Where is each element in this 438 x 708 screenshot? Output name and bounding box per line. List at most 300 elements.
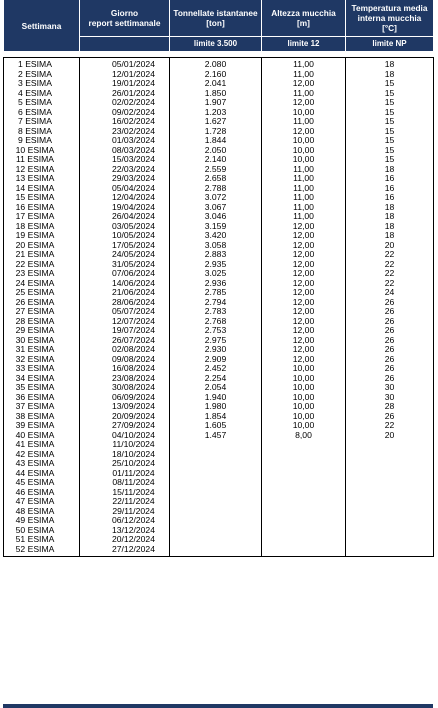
cell-altezza: 12,00 — [262, 307, 346, 317]
cell-temperatura: 15 — [346, 127, 434, 137]
cell-altezza: 10,00 — [262, 374, 346, 384]
limit-tonnellate: limite 3.500 — [170, 37, 262, 52]
cell-giorno: 09/02/2024 — [80, 108, 170, 118]
cell-giorno: 31/05/2024 — [80, 260, 170, 270]
cell-tonnellate: 1.940 — [170, 393, 262, 403]
cell-temperatura: 15 — [346, 136, 434, 146]
cell-temperatura — [346, 526, 434, 536]
cell-tonnellate: 2.050 — [170, 146, 262, 156]
cell-temperatura: 26 — [346, 336, 434, 346]
cell-temperatura: 15 — [346, 89, 434, 99]
cell-temperatura — [346, 488, 434, 498]
cell-giorno: 05/04/2024 — [80, 184, 170, 194]
cell-temperatura — [346, 545, 434, 557]
cell-temperatura: 24 — [346, 288, 434, 298]
cell-giorno: 20/09/2024 — [80, 412, 170, 422]
cell-tonnellate — [170, 497, 262, 507]
cell-tonnellate: 2.936 — [170, 279, 262, 289]
table-row — [4, 269, 434, 279]
cell-settimana: 30 ESIMA — [4, 336, 80, 346]
cell-temperatura: 26 — [346, 298, 434, 308]
cell-temperatura: 26 — [346, 307, 434, 317]
table-row — [4, 450, 434, 460]
cell-giorno: 16/08/2024 — [80, 364, 170, 374]
cell-giorno: 26/04/2024 — [80, 212, 170, 222]
table-row — [4, 250, 434, 260]
cell-tonnellate: 3.420 — [170, 231, 262, 241]
cell-temperatura: 18 — [346, 231, 434, 241]
cell-altezza: 10,00 — [262, 136, 346, 146]
cell-altezza: 11,00 — [262, 203, 346, 213]
cell-settimana: 27 ESIMA — [4, 307, 80, 317]
cell-giorno: 04/10/2024 — [80, 431, 170, 441]
cell-settimana: 52 ESIMA — [4, 545, 80, 557]
cell-temperatura: 30 — [346, 383, 434, 393]
cell-settimana: 36 ESIMA — [4, 393, 80, 403]
table-row — [4, 516, 434, 526]
cell-giorno: 22/03/2024 — [80, 165, 170, 175]
cell-altezza — [262, 478, 346, 488]
cell-tonnellate — [170, 450, 262, 460]
cell-temperatura: 18 — [346, 165, 434, 175]
cell-altezza: 12,00 — [262, 231, 346, 241]
cell-altezza: 12,00 — [262, 298, 346, 308]
limit-temperatura: limite NP — [346, 37, 434, 52]
header-giorno: Giorno report settimanale — [80, 0, 170, 37]
cell-altezza: 11,00 — [262, 58, 346, 70]
table-row — [4, 374, 434, 384]
cell-settimana: 26 ESIMA — [4, 298, 80, 308]
cell-settimana: 32 ESIMA — [4, 355, 80, 365]
cell-altezza — [262, 469, 346, 479]
table-row — [4, 336, 434, 346]
table-row — [4, 355, 434, 365]
cell-temperatura: 18 — [346, 212, 434, 222]
cell-settimana: 47 ESIMA — [4, 497, 80, 507]
cell-temperatura — [346, 469, 434, 479]
cell-temperatura — [346, 459, 434, 469]
header-altezza: Altezza mucchia [m] — [262, 0, 346, 37]
cell-altezza: 11,00 — [262, 174, 346, 184]
cell-giorno: 13/09/2024 — [80, 402, 170, 412]
cell-settimana: 2 ESIMA — [4, 70, 80, 80]
cell-settimana: 16 ESIMA — [4, 203, 80, 213]
cell-settimana: 15 ESIMA — [4, 193, 80, 203]
cell-altezza: 12,00 — [262, 241, 346, 251]
cell-settimana: 13 ESIMA — [4, 174, 80, 184]
table-row — [4, 507, 434, 517]
cell-giorno: 27/09/2024 — [80, 421, 170, 431]
cell-giorno: 28/06/2024 — [80, 298, 170, 308]
cell-giorno: 19/01/2024 — [80, 79, 170, 89]
cell-altezza — [262, 497, 346, 507]
cell-tonnellate: 2.909 — [170, 355, 262, 365]
cell-altezza: 12,00 — [262, 127, 346, 137]
cell-tonnellate: 2.788 — [170, 184, 262, 194]
table-row — [4, 203, 434, 213]
cell-tonnellate: 1.728 — [170, 127, 262, 137]
cell-giorno: 30/08/2024 — [80, 383, 170, 393]
table-row — [4, 155, 434, 165]
cell-temperatura: 28 — [346, 402, 434, 412]
cell-tonnellate — [170, 545, 262, 557]
cell-settimana: 17 ESIMA — [4, 212, 80, 222]
cell-giorno: 16/02/2024 — [80, 117, 170, 127]
table-row — [4, 79, 434, 89]
cell-settimana: 31 ESIMA — [4, 345, 80, 355]
cell-settimana: 7 ESIMA — [4, 117, 80, 127]
table-row — [4, 345, 434, 355]
cell-temperatura: 18 — [346, 58, 434, 70]
cell-giorno: 03/05/2024 — [80, 222, 170, 232]
cell-temperatura: 15 — [346, 79, 434, 89]
cell-tonnellate — [170, 516, 262, 526]
cell-altezza: 10,00 — [262, 383, 346, 393]
table-row — [4, 412, 434, 422]
table-row — [4, 89, 434, 99]
cell-tonnellate — [170, 459, 262, 469]
cell-settimana: 48 ESIMA — [4, 507, 80, 517]
cell-settimana: 37 ESIMA — [4, 402, 80, 412]
cell-tonnellate: 2.041 — [170, 79, 262, 89]
limit-altezza: limite 12 — [262, 37, 346, 52]
cell-tonnellate: 1.980 — [170, 402, 262, 412]
cell-temperatura: 15 — [346, 155, 434, 165]
cell-altezza: 12,00 — [262, 345, 346, 355]
header-temperatura: Temperatura media interna mucchia [°C] — [346, 0, 434, 37]
cell-tonnellate: 2.785 — [170, 288, 262, 298]
cell-giorno: 24/05/2024 — [80, 250, 170, 260]
cell-tonnellate — [170, 488, 262, 498]
table-row — [4, 146, 434, 156]
cell-tonnellate: 1.627 — [170, 117, 262, 127]
cell-altezza: 12,00 — [262, 355, 346, 365]
cell-temperatura: 22 — [346, 421, 434, 431]
table-row — [4, 459, 434, 469]
cell-tonnellate: 2.935 — [170, 260, 262, 270]
report-sheet — [3, 0, 433, 557]
table-row — [4, 469, 434, 479]
table-row — [4, 535, 434, 545]
cell-giorno: 26/07/2024 — [80, 336, 170, 346]
cell-tonnellate: 1.605 — [170, 421, 262, 431]
cell-temperatura: 26 — [346, 364, 434, 374]
cell-temperatura: 20 — [346, 431, 434, 441]
cell-tonnellate: 3.046 — [170, 212, 262, 222]
cell-settimana: 28 ESIMA — [4, 317, 80, 327]
cell-settimana: 49 ESIMA — [4, 516, 80, 526]
cell-tonnellate: 2.930 — [170, 345, 262, 355]
cell-temperatura — [346, 516, 434, 526]
cell-temperatura: 22 — [346, 269, 434, 279]
table-row — [4, 279, 434, 289]
header-settimana: Settimana — [4, 0, 80, 51]
table-row — [4, 98, 434, 108]
cell-temperatura — [346, 507, 434, 517]
table-row — [4, 231, 434, 241]
cell-tonnellate: 1.457 — [170, 431, 262, 441]
cell-temperatura: 15 — [346, 108, 434, 118]
cell-tonnellate — [170, 507, 262, 517]
cell-settimana: 18 ESIMA — [4, 222, 80, 232]
table-row — [4, 526, 434, 536]
table-row — [4, 497, 434, 507]
cell-altezza — [262, 526, 346, 536]
cell-giorno: 26/01/2024 — [80, 89, 170, 99]
cell-tonnellate: 3.072 — [170, 193, 262, 203]
cell-settimana: 50 ESIMA — [4, 526, 80, 536]
cell-temperatura: 16 — [346, 174, 434, 184]
cell-settimana: 8 ESIMA — [4, 127, 80, 137]
cell-temperatura: 18 — [346, 222, 434, 232]
cell-temperatura — [346, 478, 434, 488]
cell-altezza: 10,00 — [262, 412, 346, 422]
table-row — [4, 288, 434, 298]
table-row — [4, 184, 434, 194]
cell-giorno: 06/09/2024 — [80, 393, 170, 403]
cell-altezza — [262, 450, 346, 460]
table-row — [4, 117, 434, 127]
cell-giorno: 23/02/2024 — [80, 127, 170, 137]
table-row — [4, 545, 434, 557]
cell-altezza: 10,00 — [262, 108, 346, 118]
table-row — [4, 127, 434, 137]
cell-giorno: 15/03/2024 — [80, 155, 170, 165]
cell-altezza: 12,00 — [262, 336, 346, 346]
cell-tonnellate: 2.160 — [170, 70, 262, 80]
cell-tonnellate: 1.850 — [170, 89, 262, 99]
cell-settimana: 10 ESIMA — [4, 146, 80, 156]
cell-temperatura: 20 — [346, 241, 434, 251]
cell-giorno: 06/12/2024 — [80, 516, 170, 526]
cell-temperatura: 26 — [346, 412, 434, 422]
table-row — [4, 364, 434, 374]
cell-altezza: 12,00 — [262, 250, 346, 260]
cell-temperatura: 30 — [346, 393, 434, 403]
cell-giorno: 05/01/2024 — [80, 58, 170, 70]
cell-giorno: 01/11/2024 — [80, 469, 170, 479]
cell-tonnellate — [170, 478, 262, 488]
header-giorno-limit-blank — [80, 37, 170, 52]
cell-giorno: 18/10/2024 — [80, 450, 170, 460]
cell-tonnellate: 1.907 — [170, 98, 262, 108]
cell-temperatura: 26 — [346, 317, 434, 327]
cell-tonnellate: 2.658 — [170, 174, 262, 184]
cell-altezza — [262, 459, 346, 469]
cell-tonnellate: 1.203 — [170, 108, 262, 118]
cell-altezza: 12,00 — [262, 269, 346, 279]
cell-giorno: 02/08/2024 — [80, 345, 170, 355]
cell-tonnellate: 2.783 — [170, 307, 262, 317]
bottom-bar — [3, 704, 433, 708]
cell-giorno: 15/11/2024 — [80, 488, 170, 498]
cell-altezza: 12,00 — [262, 98, 346, 108]
cell-giorno: 01/03/2024 — [80, 136, 170, 146]
table-body — [4, 58, 434, 557]
cell-altezza: 10,00 — [262, 402, 346, 412]
cell-temperatura: 26 — [346, 326, 434, 336]
cell-settimana: 9 ESIMA — [4, 136, 80, 146]
cell-tonnellate: 3.025 — [170, 269, 262, 279]
table-row — [4, 174, 434, 184]
table-row — [4, 307, 434, 317]
table-row — [4, 326, 434, 336]
cell-altezza — [262, 440, 346, 450]
cell-temperatura: 18 — [346, 70, 434, 80]
cell-settimana: 19 ESIMA — [4, 231, 80, 241]
cell-giorno: 27/12/2024 — [80, 545, 170, 557]
cell-giorno: 23/08/2024 — [80, 374, 170, 384]
cell-giorno: 17/05/2024 — [80, 241, 170, 251]
cell-altezza: 11,00 — [262, 165, 346, 175]
cell-settimana: 35 ESIMA — [4, 383, 80, 393]
table-row — [4, 317, 434, 327]
cell-tonnellate: 3.159 — [170, 222, 262, 232]
cell-giorno: 14/06/2024 — [80, 279, 170, 289]
cell-tonnellate — [170, 440, 262, 450]
cell-altezza: 11,00 — [262, 193, 346, 203]
cell-altezza: 11,00 — [262, 117, 346, 127]
cell-altezza — [262, 535, 346, 545]
cell-giorno: 29/03/2024 — [80, 174, 170, 184]
cell-temperatura: 22 — [346, 260, 434, 270]
cell-settimana: 14 ESIMA — [4, 184, 80, 194]
cell-giorno: 08/03/2024 — [80, 146, 170, 156]
cell-altezza: 10,00 — [262, 364, 346, 374]
cell-giorno: 29/11/2024 — [80, 507, 170, 517]
cell-giorno: 05/07/2024 — [80, 307, 170, 317]
cell-temperatura: 18 — [346, 203, 434, 213]
header-tonnellate: Tonnellate istantanee [ton] — [170, 0, 262, 37]
cell-settimana: 33 ESIMA — [4, 364, 80, 374]
cell-tonnellate: 2.080 — [170, 58, 262, 70]
cell-giorno: 19/07/2024 — [80, 326, 170, 336]
cell-settimana: 4 ESIMA — [4, 89, 80, 99]
cell-giorno: 20/12/2024 — [80, 535, 170, 545]
cell-temperatura: 26 — [346, 374, 434, 384]
cell-tonnellate: 1.844 — [170, 136, 262, 146]
cell-giorno: 13/12/2024 — [80, 526, 170, 536]
cell-settimana: 6 ESIMA — [4, 108, 80, 118]
cell-settimana: 3 ESIMA — [4, 79, 80, 89]
cell-settimana: 29 ESIMA — [4, 326, 80, 336]
cell-altezza — [262, 488, 346, 498]
table-row — [4, 383, 434, 393]
cell-settimana: 21 ESIMA — [4, 250, 80, 260]
table-row — [4, 193, 434, 203]
table-row — [4, 298, 434, 308]
table-row — [4, 260, 434, 270]
cell-tonnellate — [170, 469, 262, 479]
weekly-report-table — [3, 0, 434, 557]
cell-tonnellate — [170, 526, 262, 536]
cell-settimana: 23 ESIMA — [4, 269, 80, 279]
cell-temperatura: 16 — [346, 193, 434, 203]
cell-giorno: 12/07/2024 — [80, 317, 170, 327]
table-row — [4, 70, 434, 80]
cell-altezza: 8,00 — [262, 431, 346, 441]
cell-temperatura — [346, 535, 434, 545]
table-row — [4, 108, 434, 118]
cell-temperatura: 15 — [346, 146, 434, 156]
table-row — [4, 58, 434, 70]
cell-temperatura: 26 — [346, 355, 434, 365]
cell-settimana: 46 ESIMA — [4, 488, 80, 498]
cell-settimana: 41 ESIMA — [4, 440, 80, 450]
table-row — [4, 478, 434, 488]
table-row — [4, 431, 434, 441]
cell-giorno: 08/11/2024 — [80, 478, 170, 488]
table-row — [4, 402, 434, 412]
table-row — [4, 440, 434, 450]
cell-settimana: 43 ESIMA — [4, 459, 80, 469]
cell-altezza: 12,00 — [262, 222, 346, 232]
cell-tonnellate: 3.067 — [170, 203, 262, 213]
cell-temperatura — [346, 450, 434, 460]
cell-temperatura: 26 — [346, 345, 434, 355]
cell-tonnellate: 2.753 — [170, 326, 262, 336]
cell-altezza: 12,00 — [262, 317, 346, 327]
cell-altezza — [262, 545, 346, 557]
cell-altezza: 11,00 — [262, 70, 346, 80]
cell-settimana: 20 ESIMA — [4, 241, 80, 251]
cell-tonnellate: 2.768 — [170, 317, 262, 327]
cell-giorno: 11/10/2024 — [80, 440, 170, 450]
cell-altezza: 10,00 — [262, 421, 346, 431]
table-row — [4, 393, 434, 403]
cell-altezza: 12,00 — [262, 326, 346, 336]
cell-settimana: 25 ESIMA — [4, 288, 80, 298]
cell-settimana: 5 ESIMA — [4, 98, 80, 108]
table-row — [4, 212, 434, 222]
cell-settimana: 40 ESIMA — [4, 431, 80, 441]
cell-settimana: 42 ESIMA — [4, 450, 80, 460]
cell-temperatura — [346, 497, 434, 507]
cell-settimana: 22 ESIMA — [4, 260, 80, 270]
cell-altezza: 12,00 — [262, 260, 346, 270]
cell-temperatura: 22 — [346, 250, 434, 260]
cell-altezza: 12,00 — [262, 288, 346, 298]
cell-giorno: 12/01/2024 — [80, 70, 170, 80]
cell-tonnellate — [170, 535, 262, 545]
cell-settimana: 51 ESIMA — [4, 535, 80, 545]
cell-altezza: 12,00 — [262, 79, 346, 89]
cell-altezza: 11,00 — [262, 184, 346, 194]
cell-giorno: 22/11/2024 — [80, 497, 170, 507]
cell-settimana: 45 ESIMA — [4, 478, 80, 488]
table-row — [4, 136, 434, 146]
cell-tonnellate: 3.058 — [170, 241, 262, 251]
cell-giorno: 09/08/2024 — [80, 355, 170, 365]
table-row — [4, 241, 434, 251]
cell-giorno: 07/06/2024 — [80, 269, 170, 279]
cell-giorno: 12/04/2024 — [80, 193, 170, 203]
cell-tonnellate: 2.054 — [170, 383, 262, 393]
cell-altezza: 10,00 — [262, 155, 346, 165]
cell-settimana: 34 ESIMA — [4, 374, 80, 384]
cell-tonnellate: 2.559 — [170, 165, 262, 175]
cell-altezza: 11,00 — [262, 212, 346, 222]
cell-altezza: 11,00 — [262, 89, 346, 99]
cell-tonnellate: 1.854 — [170, 412, 262, 422]
cell-tonnellate: 2.975 — [170, 336, 262, 346]
cell-giorno: 10/05/2024 — [80, 231, 170, 241]
cell-temperatura: 22 — [346, 279, 434, 289]
table-row — [4, 222, 434, 232]
cell-altezza: 10,00 — [262, 146, 346, 156]
table-row — [4, 488, 434, 498]
cell-settimana: 1 ESIMA — [4, 58, 80, 70]
